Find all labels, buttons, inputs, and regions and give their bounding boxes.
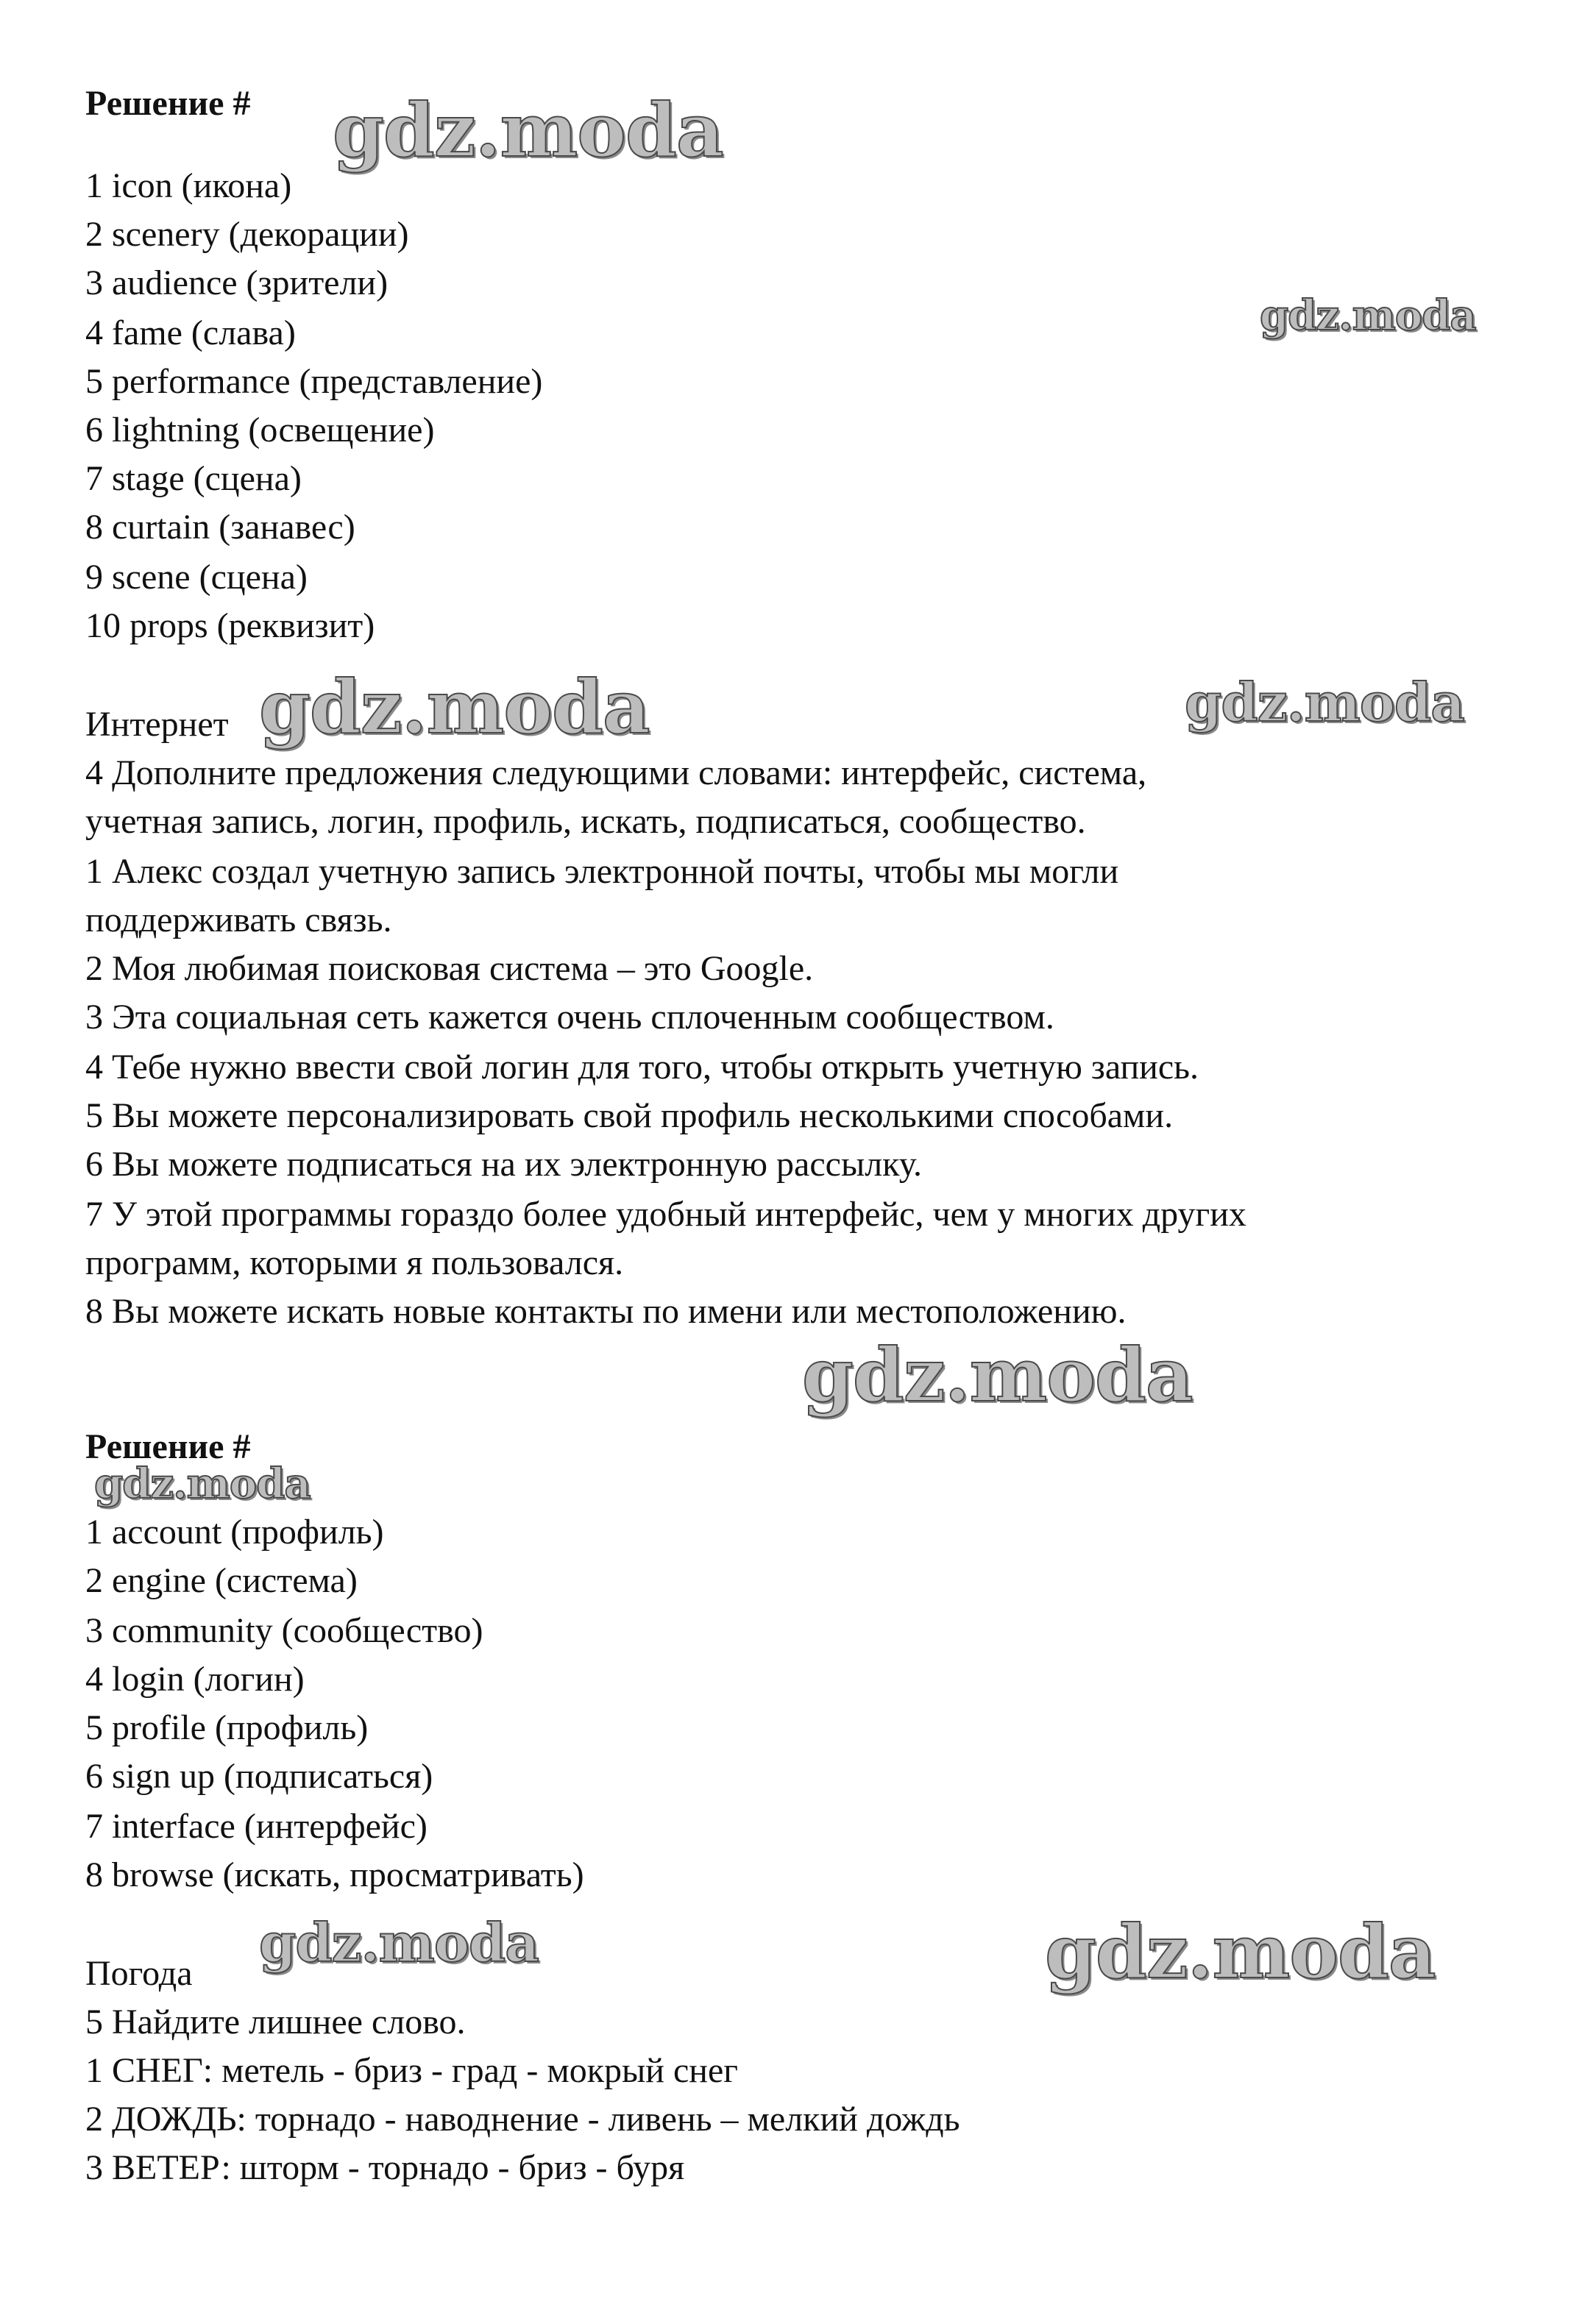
list-item: 1 СНЕГ: метель - бриз - град - мокрый снег: [85, 2051, 738, 2090]
task-text: учетная запись, логин, профиль, искать, подписаться, сообщество.: [85, 802, 1086, 841]
list-item: 4 fame (слава): [85, 313, 296, 352]
watermark-logo: gdz.moda: [1185, 671, 1464, 733]
list-item: 7 stage (сцена): [85, 459, 302, 498]
watermark-logo: gdz.moda: [94, 1460, 311, 1508]
task-text: 4 Дополните предложения следующими словами: интерфейс, система,: [85, 753, 1147, 792]
list-item: 9 scene (сцена): [85, 558, 308, 597]
list-item: 3 ВЕТЕР: шторм - торнадо - бриз - буря: [85, 2148, 685, 2187]
sentence: 7 У этой программы гораздо более удобный интерфейс, чем у многих других: [85, 1195, 1246, 1234]
sentence: 5 Вы можете персонализировать свой профиль несколькими способами.: [85, 1096, 1174, 1135]
list-item: 3 community (сообщество): [85, 1611, 483, 1650]
solution-heading-2: Решение #: [85, 1427, 251, 1466]
sentence: 3 Эта социальная сеть кажется очень сплоченным сообществом.: [85, 998, 1054, 1037]
list-item: 5 profile (профиль): [85, 1708, 369, 1747]
list-item: 6 sign up (подписаться): [85, 1757, 433, 1796]
list-item: 2 engine (система): [85, 1561, 358, 1600]
list-item: 10 props (реквизит): [85, 606, 375, 645]
sentence: поддерживать связь.: [85, 900, 392, 939]
list-item: 6 lightning (освещение): [85, 411, 435, 449]
task-text: 5 Найдите лишнее слово.: [85, 2003, 466, 2042]
list-item: 7 interface (интерфейс): [85, 1807, 428, 1846]
list-item: 5 performance (представление): [85, 362, 543, 401]
list-item: 8 browse (искать, просматривать): [85, 1855, 584, 1894]
sentence: 1 Алекс создал учетную запись электронной почты, чтобы мы могли: [85, 852, 1119, 891]
watermark-logo: gdz.moda: [333, 87, 723, 174]
list-item: 4 login (логин): [85, 1660, 305, 1699]
list-item: 1 account (профиль): [85, 1513, 384, 1552]
list-item: 8 curtain (занавес): [85, 508, 355, 547]
section-title-weather: Погода: [85, 1954, 193, 1993]
sentence: программ, которыми я пользовался.: [85, 1243, 624, 1282]
watermark-logo: gdz.moda: [259, 1911, 539, 1974]
watermark-logo: gdz.moda: [1045, 1908, 1436, 1995]
sentence: 6 Вы можете подписаться на их электронную рассылку.: [85, 1145, 922, 1184]
solution-heading-1: Решение #: [85, 84, 251, 123]
sentence: 4 Тебе нужно ввести свой логин для того, чтобы открыть учетную запись.: [85, 1048, 1199, 1087]
list-item: 2 scenery (декорации): [85, 215, 409, 254]
list-item: 2 ДОЖДЬ: торнадо - наводнение - ливень – мелкий дождь: [85, 2100, 960, 2139]
sentence: 8 Вы можете искать новые контакты по имени или местоположению.: [85, 1292, 1127, 1331]
list-item: 1 icon (икона): [85, 166, 292, 205]
sentence: 2 Моя любимая поисковая система – это Google.: [85, 949, 814, 988]
watermark-logo: gdz.moda: [259, 664, 650, 750]
section-title-internet: Интернет: [85, 705, 229, 744]
watermark-logo: gdz.moda: [1260, 291, 1476, 340]
list-item: 3 audience (зрители): [85, 263, 389, 302]
watermark-logo: gdz.moda: [802, 1332, 1193, 1418]
